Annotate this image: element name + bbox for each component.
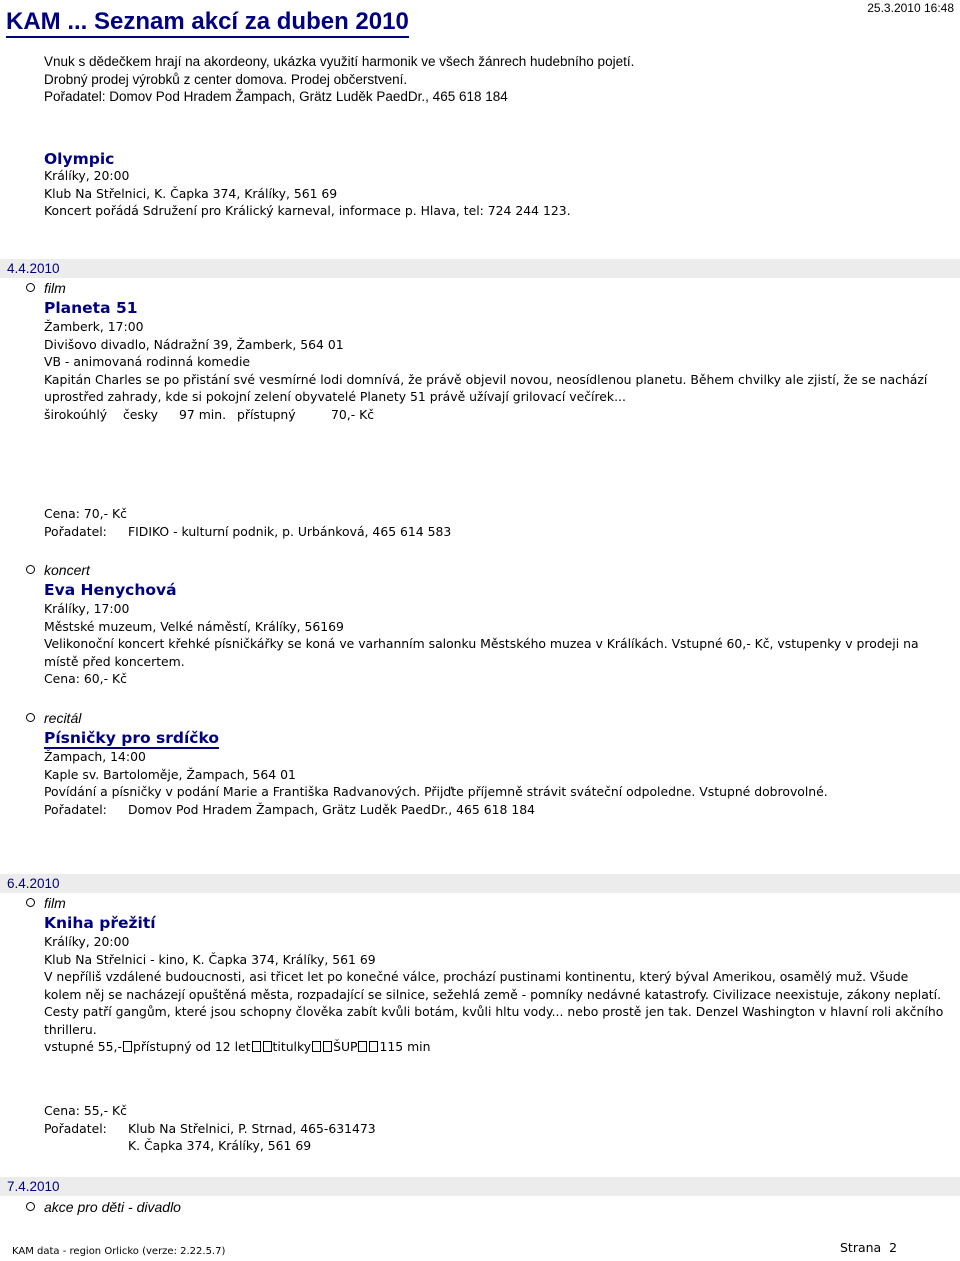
event-kniha-preziti-footer [44,1102,949,1155]
date-heading: 4.4.2010 [0,259,960,278]
event-eva-henychova [44,581,949,688]
event-olympic [44,150,949,220]
spec-duration: 115 min [379,1039,431,1054]
spec-price: 70,- Kč [331,406,375,422]
bullet-icon [26,713,35,722]
event-price [44,505,949,523]
event-pisnicky-pro-srdicko [44,729,949,818]
event-category-row [0,278,960,298]
organizer-label: Pořadatel: [44,801,107,817]
price-label: Cena: [44,506,80,521]
event-planeta-51-footer [44,505,949,540]
missing-glyph-icon [263,1041,272,1052]
event-price [44,670,949,688]
footer-source: KAM data - region Orlicko (verze: 2.22.5.7) [12,1246,226,1257]
date-heading: 6.4.2010 [0,874,960,893]
event-category: film [44,895,66,911]
missing-glyph-icon [323,1041,332,1052]
print-timestamp: 25.3.2010 16:48 [867,1,954,15]
spec-rating: přístupný [237,406,296,422]
event-description-line: Vnuk s dědečkem hrají na akordeony, ukázka využití harmonik ve všech žánrech hudebního pojetí. [44,54,635,69]
bullet-icon [26,1202,35,1211]
missing-glyph-icon [252,1041,261,1052]
bullet-icon [26,565,35,574]
event-category-row [0,893,960,913]
event-description: Kapitán Charles se po přistání své vesmírné lodi domnívá, že právě objevil novou, neosídlenou planetu. Během chvilky ale zjistí, že se nachází uprostřed zahrady, kde si pokojní zelení obyvatelé Planety 51 právě užívají grilovací večírek... [44,371,928,404]
event-place-time: Králíky, 20:00 [44,934,130,949]
event-category-row [0,708,960,728]
spec-duration: 97 min. [179,406,227,422]
continued-event [44,53,949,106]
date-heading: 7.4.2010 [0,1177,960,1196]
missing-glyph-icon [312,1041,321,1052]
event-organizer [44,801,949,819]
event-venue: Klub Na Střelnici, K. Čapka 374, Králíky, 561 69 [44,185,338,201]
organizer-value: FIDIKO - kulturní podnik, p. Urbánková, 465 614 583 [128,523,452,539]
event-place-time: Žamberk, 17:00 [44,319,144,334]
event-organizer [44,523,949,541]
event-place-time: Žampach, 14:00 [44,749,146,764]
event-title: Eva Henychová [44,581,177,599]
event-title: Kniha přežití [44,914,156,932]
price-value: 70,- Kč [83,506,127,521]
spec-subtitles: titulky [272,1039,312,1054]
missing-glyph-icon [369,1041,378,1052]
event-category: akce pro děti - divadlo [44,1199,181,1215]
event-description: Povídání a písničky v podání Marie a Františka Radvanových. Přijďte příjemně strávit sváteční odpoledne. Vstupné dobrovolné. [44,784,828,799]
page-title-text: KAM ... Seznam akcí za duben 2010 [6,8,409,38]
event-venue: Divišovo divadlo, Nádražní 39, Žamberk, 564 01 [44,336,344,352]
page-title [6,4,886,40]
event-info: Koncert pořádá Sdružení pro Králický karneval, informace p. Hlava, tel: 724 244 123. [44,203,571,218]
organizer-value: Klub Na Střelnici, P. Strnad, 465-631473 [128,1120,376,1136]
organizer-address: K. Čapka 374, Králíky, 561 69 [128,1138,312,1153]
organizer-label: Pořadatel: [44,523,107,539]
event-price [44,1102,949,1120]
event-category-row [0,1197,960,1217]
event-description-line: Drobný prodej výrobků z center domova. Prodej občerstvení. [44,71,408,87]
missing-glyph-icon [358,1041,367,1052]
event-description: Velikonoční koncert křehké písničkářky se koná ve varhanním salonku Městského muzea v Králíkách. Vstupné 60,- Kč, vstupenky v prodeji na místě před koncertem. [44,636,919,669]
organizer-label: Pořadatel: [44,1120,107,1136]
event-specs [44,1038,949,1056]
bullet-icon [26,283,35,292]
event-title-text: Písničky pro srdíčko [44,729,220,747]
event-organizer-address [44,1137,949,1155]
event-kniha-preziti [44,914,949,1056]
event-category-row [0,560,960,580]
spec-price: vstupné 55,- [44,1039,122,1054]
page-number [840,1240,897,1256]
event-venue: Městské muzeum, Velké náměstí, Králíky, 56169 [44,618,344,634]
event-planeta-51 [44,299,949,423]
price-value: 60,- Kč [83,671,127,686]
spec-rating: přístupný od 12 let [132,1039,251,1054]
spec-format: širokoúhlý [44,406,108,422]
event-category: film [44,280,66,296]
missing-glyph-icon [123,1041,132,1052]
event-category: koncert [44,562,90,578]
page-number-value: 2 [889,1240,898,1255]
event-venue: Kaple sv. Bartoloměje, Žampach, 564 01 [44,766,296,782]
page-label: Strana [840,1240,882,1255]
event-category: recitál [44,710,82,726]
spec-language: česky [123,406,158,422]
event-title: Planeta 51 [44,299,138,317]
event-title [44,729,949,748]
event-specs [44,406,949,424]
event-place-time: Králíky, 20:00 [44,168,130,183]
organizer-value: Domov Pod Hradem Žampach, Grätz Luděk PaedDr., 465 618 184 [128,801,535,817]
event-organizer [44,1120,949,1138]
event-place-time: Králíky, 17:00 [44,601,130,616]
event-title: Olympic [44,150,115,168]
event-organizer: Pořadatel: Domov Pod Hradem Žampach, Grätz Luděk PaedDr., 465 618 184 [44,89,508,104]
price-label: Cena: [44,1103,80,1118]
event-genre: VB - animovaná rodinná komedie [44,354,251,369]
event-description: V nepříliš vzdálené budoucnosti, asi třicet let po konečné válce, prochází pustinami kontinentu, který býval Amerikou, osamělý muž. Všude kolem něj se nacházejí opuštěná města, rozpadající se silnice, sežehlá země - pomníky nedávné katastrofy. Civilizace neexistuje, zákony neplatí. Cesty patří gangům, které jsou schopny člověka zabít kvůli botám, kvůli hltu vody... nebo prostě jen tak. Denzel Washington v hlavní roli akčního thrilleru. [44,969,944,1037]
event-venue: Klub Na Střelnici - kino, K. Čapka 374, Králíky, 561 69 [44,951,376,967]
bullet-icon [26,898,35,907]
price-value: 55,- Kč [83,1103,127,1118]
spec-format: ŠUP [333,1039,358,1054]
price-label: Cena: [44,671,80,686]
